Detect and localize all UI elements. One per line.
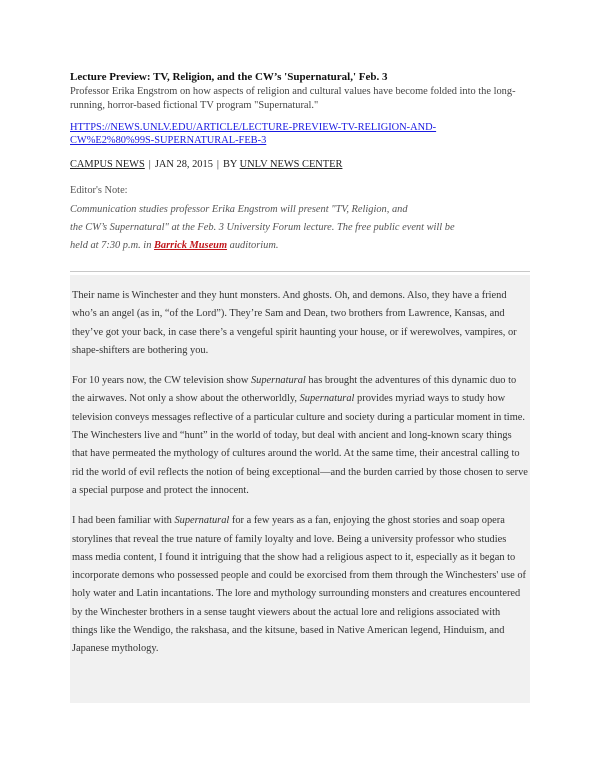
editor-note-line-1: Communication studies professor Erika Engstrom will present "TV, Religion, and <box>70 204 408 215</box>
byline-prefix: BY <box>223 159 238 170</box>
show-title-em: Supernatural <box>299 393 355 405</box>
p2-text-b: has brought the adventures of this dynamic duo to the airwaves. Not only a show about the otherworldly, <box>72 375 517 405</box>
category-link[interactable]: CAMPUS NEWS <box>70 159 145 170</box>
p2-text-a: For 10 years now, the CW television show <box>72 375 249 387</box>
url-line-2: CW%E2%80%99S-SUPERNATURAL-FEB-3 <box>70 135 267 146</box>
editor-note-line-3-post: auditorium. <box>229 240 279 251</box>
editor-note-line-3-pre: held at 7:30 p.m. in <box>70 240 152 251</box>
article-paragraph-1: Their name is Winchester and they hunt monsters. And ghosts. Oh, and demons. Also, they have a friend who’s an angel (as in, “of the Lord”). They’re Sam and Dean, two brothers from Lawrence, Kansas, and they’ve got your back, in case there’s a vengeful spirit haunting your house, or if werewolves, vampires, or shape-shifters are bothering you. <box>72 290 517 356</box>
article-title: Lecture Preview: TV, Religion, and the CW’s 'Supernatural,' Feb. 3 <box>70 71 388 83</box>
article-meta <box>70 158 532 172</box>
article-paragraph-2 <box>72 372 528 500</box>
publish-date: JAN 28, 2015 <box>154 159 213 170</box>
meta-separator: | <box>216 159 219 170</box>
section-divider <box>70 271 530 272</box>
article-summary: Professor Erika Engstrom on how aspects of religion and cultural values have become folded into the long-running, horror-based fictional TV program "Supernatural." <box>70 86 516 111</box>
barrick-museum-link[interactable]: Barrick Museum <box>154 240 228 251</box>
p3-text-a: I had been familiar with <box>72 515 172 527</box>
p3-text-b: for a few years as a fan, enjoying the ghost stories and soap opera storylines that reveal the true nature of family loyalty and love. Being a university professor who studies mass media content, I found it intriguing that the show had a religious aspect to it, especially as it began to incorporate demons who possessed people and could be exorcised from them through the Winchesters' use of holy water and Latin incantations. The lore and mythology surrounding monsters and creatures encountered by the Winchester brothers in a sense taught viewers about the actual lore and religions associated with things like the Wendigo, the rakshasa, and the kitsune, based in Native American legend, Hinduism, and Japanese mythology. <box>72 515 527 655</box>
editor-note-label: Editor's Note: <box>70 185 128 196</box>
editor-note-line-2: the CW’s Supernatural" at the Feb. 3 University Forum lecture. The free public event will be <box>70 222 455 233</box>
article-paragraph-3 <box>72 512 528 658</box>
show-title-em: Supernatural <box>174 515 230 527</box>
show-title-em: Supernatural <box>250 375 306 387</box>
article-header <box>70 70 532 255</box>
editor-note <box>70 201 532 255</box>
author-link[interactable]: UNLV NEWS CENTER <box>239 159 343 170</box>
article-url-link[interactable] <box>70 121 532 147</box>
meta-separator: | <box>148 159 151 170</box>
p2-text-c: provides myriad ways to study how television conveys messages reflective of a particular culture and society during a particular moment in time. The Winchesters live and “hunt” in the world of today, but deal with ancient and long-known scary things that have permeated the mythology of cultures around the world. At the same time, their ancestral calling to rid the world of evil reflects the notion of being exceptional—and the burden carried by those chosen to serve a special purpose and protect the innocent. <box>72 393 528 496</box>
url-line-1: HTTPS://NEWS.UNLV.EDU/ARTICLE/LECTURE-PREVIEW-TV-RELIGION-AND- <box>70 122 437 133</box>
article-body <box>70 275 530 703</box>
